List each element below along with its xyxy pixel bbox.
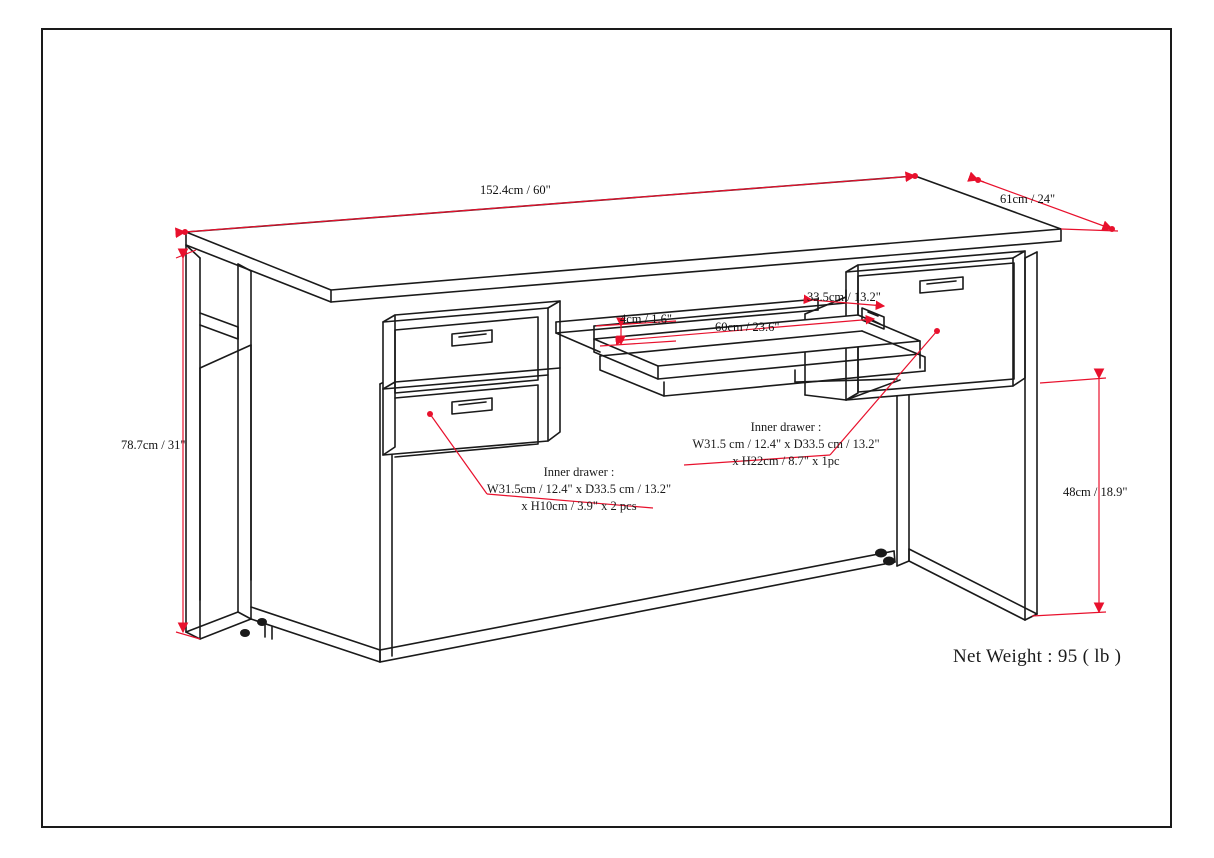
dimension-clearance-label: 48cm / 18.9" (1063, 485, 1128, 499)
dimension-slide-width-label: 60cm / 23.6" (715, 320, 780, 334)
net-weight-label: Net Weight : 95 ( lb ) (953, 646, 1122, 667)
dimension-height-label: 78.7cm / 31" (121, 438, 186, 452)
callout-left-drawers (484, 464, 674, 515)
dimension-slide-thickness-label: 4cm / 1.6" (620, 312, 672, 326)
dimension-slide-depth-label: 33.5cm / 13.2" (807, 290, 881, 304)
callout-left-line1: Inner drawer : (543, 465, 615, 479)
callout-right-line3: x H22cm / 8.7" x 1pc (732, 453, 840, 468)
callout-right-line1: Inner drawer : (750, 420, 822, 434)
dimension-width-label: 152.4cm / 60" (480, 183, 551, 197)
callout-left-line2: W31.5cm / 12.4" x D33.5 cm / 13.2" (486, 481, 672, 496)
callout-right-line2: W31.5 cm / 12.4" x D33.5 cm / 13.2" (692, 436, 880, 451)
callout-right-drawer (686, 419, 886, 470)
dimension-depth-label: 61cm / 24" (1000, 192, 1056, 206)
callout-left-line3: x H10cm / 3.9" x 2 pcs (521, 498, 637, 513)
